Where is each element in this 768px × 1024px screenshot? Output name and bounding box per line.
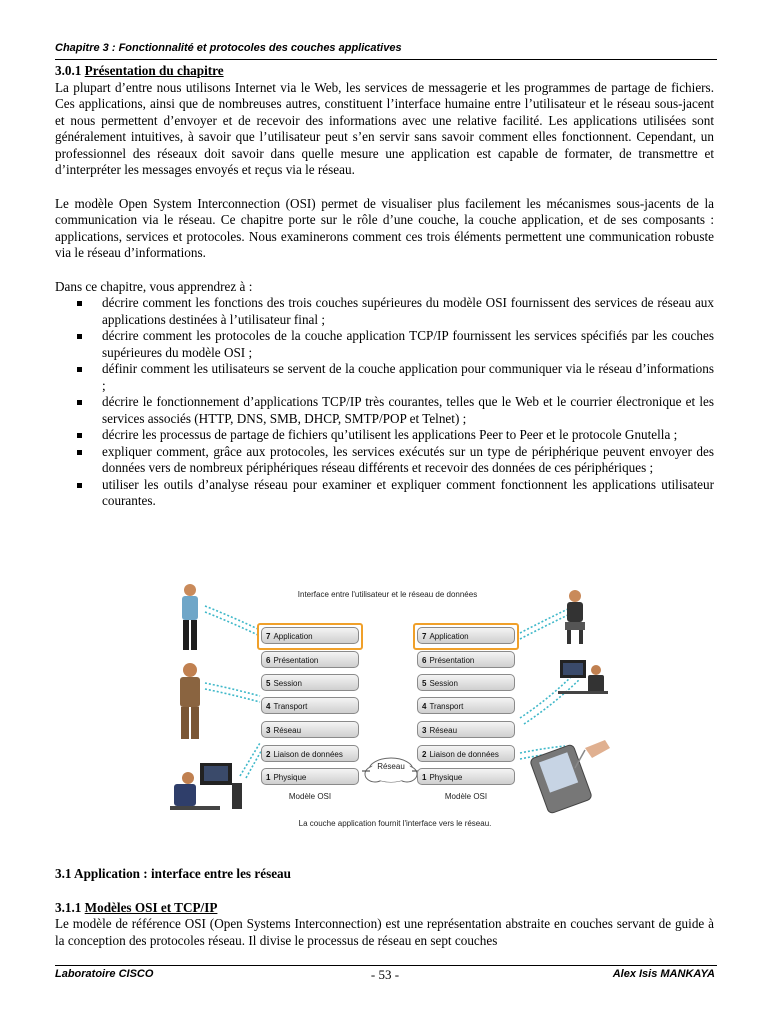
person-icon <box>180 663 200 739</box>
objectives-intro: Dans ce chapitre, vous apprendrez à : <box>55 278 253 294</box>
list-item: décrire comment les fonctions des trois couches supérieures du modèle OSI fournissent des services de réseau aux applications destinées à l’utilisateur final ; <box>55 295 714 328</box>
osi-layer-6: 6 Présentation <box>417 651 515 668</box>
osi-layer-7: 7 Application <box>261 627 359 644</box>
list-item: utiliser les outils d’analyse réseau pour examiner et expliquer comment fonctionnent les applications utilisateur courantes. <box>55 477 714 510</box>
list-item: décrire les processus de partage de fichiers qu’utilisent les applications Peer to Peer et le protocole Gnutella ; <box>55 427 714 444</box>
osi-layer-1: 1 Physique <box>261 768 359 785</box>
osi-layer-5: 5 Session <box>261 674 359 691</box>
header-rule <box>55 59 717 60</box>
paragraph: La plupart d’entre nous utilisons Internet via le Web, les services de messagerie et les programmes de partage de fichiers. Ces applications, ainsi que de nombreuses autres, constituent l’interface humaine entre l’utilisateur et le réseau sous-jacent et nous permettent d’envoyer et de recevoir des informations avec une relative facilité. Les applications utilisées sont généralement intuitives, à savoir que l’utilisateur peut s’en servir sans savoir comment elles fonctionnent. Cependant, un professionnel des réseaux doit savoir dans quelle mesure une application est capable de formater, de transmettre et d’interpréter les messages envoyés et reçus via le réseau. <box>55 79 714 177</box>
osi-layer-5: 5 Session <box>417 674 515 691</box>
objectives-list <box>55 295 714 510</box>
osi-layer-3: 3 Réseau <box>417 721 515 738</box>
osi-layer-6: 6 Présentation <box>261 651 359 668</box>
osi-layer-2: 2 Liaison de données <box>261 745 359 762</box>
figure-artwork <box>160 578 615 848</box>
section-heading-301 <box>55 63 714 80</box>
section-number: 3.1.1 <box>55 899 82 915</box>
model-label-right: Modèle OSI <box>444 792 488 801</box>
figure-title: Interface entre l'utilisateur et le réseau de données <box>297 590 478 599</box>
section-title: Présentation du chapitre <box>84 63 224 78</box>
desktop-user-icon <box>558 660 608 694</box>
osi-layer-7: 7 Application <box>417 627 515 644</box>
section-title: Modèles OSI et TCP/IP <box>84 899 218 915</box>
osi-layer-1: 1 Physique <box>417 768 515 785</box>
section-heading-31: 3.1 Application : interface entre les réseau <box>55 866 291 881</box>
section-heading-311 <box>55 900 714 917</box>
osi-layer-2: 2 Liaison de données <box>417 745 515 762</box>
footer-author: Alex Isis MANKAYA <box>612 968 715 980</box>
desktop-user-icon <box>170 763 242 810</box>
list-item: décrire le fonctionnement d’applications TCP/IP très courantes, telles que le Web et le courrier électronique et les services associés (HTTP, DNS, SMB, DHCP, SMTP/POP et Telnet) ; <box>55 394 714 427</box>
section-number: 3.0.1 <box>55 63 82 78</box>
pda-icon <box>529 740 610 814</box>
lower-content <box>55 866 714 949</box>
page-content <box>55 63 714 510</box>
list-item: expliquer comment, grâce aux protocoles, les services exécutés sur un type de périphérique peuvent envoyer des données vers de nombreux périphériques réseau différents et recevoir des données de ces périphériques ; <box>55 444 714 477</box>
osi-layer-4: 4 Transport <box>417 697 515 714</box>
network-label: Réseau <box>377 762 405 771</box>
list-item: définir comment les utilisateurs se servent de la couche application pour communiquer via le réseau d’informations ; <box>55 361 714 394</box>
osi-figure <box>160 578 615 848</box>
page-number: - 53 - <box>370 967 400 982</box>
paragraph: Le modèle Open System Interconnection (OSI) permet de visualiser plus facilement les mécanismes sous-jacents de la communication via le réseau. Ce chapitre porte sur le rôle d’une couche, la couche application, et de ses composants : applications, services et protocoles. Nous examinerons comment ces trois éléments permettent une communication robuste via le réseau d’informations. <box>55 195 714 260</box>
list-item: décrire comment les protocoles de la couche application TCP/IP fournissent les services spécifiés par les couches supérieures du modèle OSI ; <box>55 328 714 361</box>
running-header: Chapitre 3 : Fonctionnalité et protocoles des couches applicatives <box>55 42 402 54</box>
footer-lab: Laboratoire CISCO <box>55 968 154 980</box>
model-label-left: Modèle OSI <box>288 792 332 801</box>
osi-layer-4: 4 Transport <box>261 697 359 714</box>
footer-rule <box>55 965 717 966</box>
paragraph: Le modèle de référence OSI (Open Systems Interconnection) est une représentation abstraite en couches servant de guide à la conception des protocoles réseau. Il divise le processus de réseau en sept couches <box>55 916 714 948</box>
osi-layer-3: 3 Réseau <box>261 721 359 738</box>
figure-caption: La couche application fournit l'interface vers le réseau. <box>298 819 492 828</box>
